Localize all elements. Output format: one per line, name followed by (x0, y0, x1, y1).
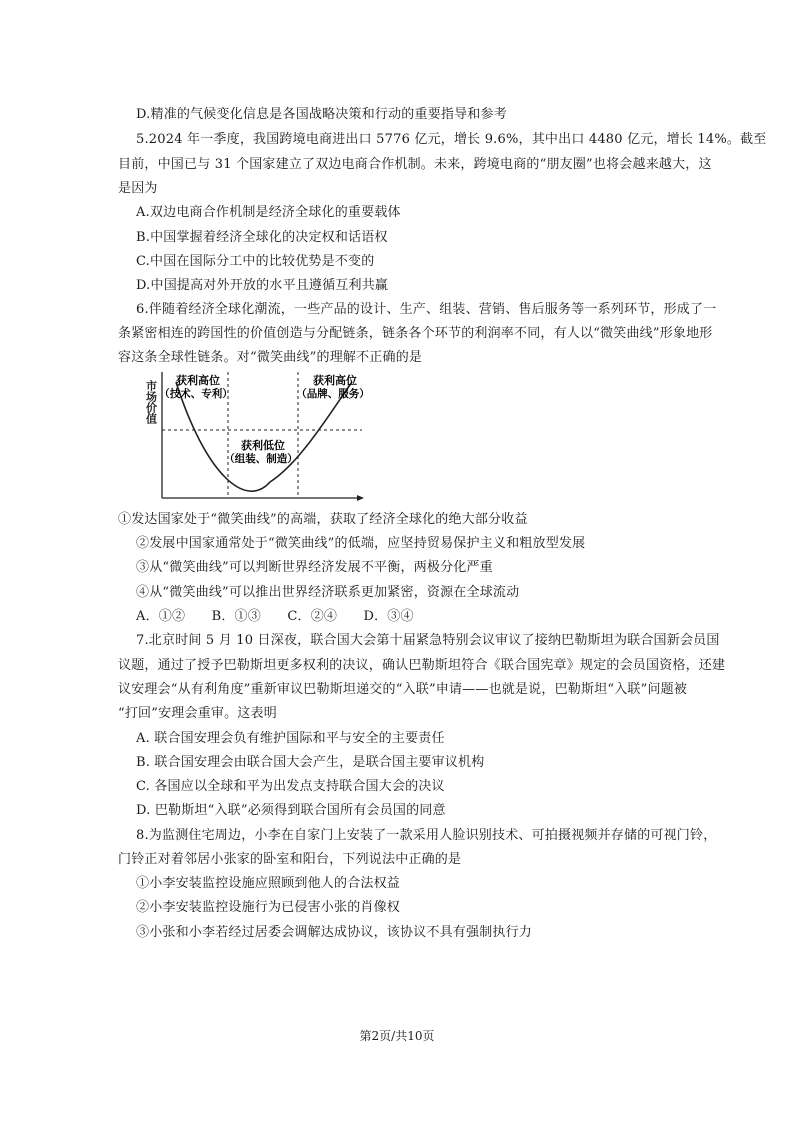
page-footer: 第2页/共10页 (359, 1029, 435, 1043)
q8-stem: 门铃正对着邻居小张家的卧室和阳台，下列说法中正确的是 (118, 852, 462, 867)
right-label-line1: 获利高位 (313, 374, 357, 387)
q5-stem: 5.2024 年一季度，我国跨境电商进出口 5776 亿元，增长 9.6%，其中出口 4480 亿元，增长 14%。截至 (136, 132, 767, 147)
q6-stem: 容这条全球性链条。对“微笑曲线”的理解不正确的是 (118, 350, 423, 365)
q5-stem: 是因为 (118, 181, 158, 196)
q8-stem: 8.为监测住宅周边，小李在自家门上安装了一款采用人脸识别技术、可拍摄视频并存储的可视门铃， (136, 828, 717, 843)
q6-statement-3: ③从“微笑曲线”可以判断世界经济发展不平衡，两极分化严重 (136, 560, 493, 575)
q8-statement-2: ②小李安装监控设施行为已侵害小张的肖像权 (136, 900, 401, 915)
q7-stem: 议题，通过了授予巴勒斯坦更多权利的决议，确认巴勒斯坦符合《联合国宪章》规定的会员国资格，还建 (118, 658, 726, 673)
q5-option-c: C.中国在国际分工中的比较优势是不变的 (136, 254, 375, 269)
q7-option-a: A. 联合国安理会负有维护国际和平与安全的主要责任 (136, 731, 445, 746)
x-axis-arrow (357, 495, 364, 501)
q6-stem: 条紧密相连的跨国性的价值创造与分配链条，链条各个环节的利润率不同，有人以“微笑曲线”形象地形 (118, 326, 713, 341)
q7-stem: 议安理会“从有利角度”重新审议巴勒斯坦递交的“入联”申请——也就是说，巴勒斯坦“入联”问题被 (118, 682, 688, 697)
q5-stem: 目前，中国已与 31 个国家建立了双边电商合作机制。未来，跨境电商的“朋友圈”也将会越来越大，这 (118, 157, 712, 172)
q6-stem: 6.伴随着经济全球化潮流，一些产品的设计、生产、组装、营销、售后服务等一系列环节，形成了一 (136, 302, 717, 317)
smile-curve-diagram (144, 368, 370, 504)
q5-option-b: B.中国掌握着经济全球化的决定权和话语权 (136, 230, 388, 245)
q6-options: A．①② B．①③ C．②④ D．③④ (136, 609, 414, 624)
q8-statement-1: ①小李安装监控设施应照顾到他人的合法权益 (136, 876, 401, 891)
middle-label-line2: （组装、制造） (224, 453, 298, 465)
left-label-line1: 获利高位 (176, 374, 220, 387)
q8-statement-3: ③小张和小李若经过居委会调解达成协议，该协议不具有强制执行力 (136, 925, 533, 940)
q7-stem: “打回”安理会重审。这表明 (118, 706, 277, 721)
q7-option-b: B. 联合国安理会由联合国大会产生，是联合国主要审议机构 (136, 755, 485, 770)
q5-option-d: D.中国提高对外开放的水平且遵循互利共赢 (136, 278, 389, 293)
q4-option-d: D.精准的气候变化信息是各国战略决策和行动的重要指导和参考 (136, 107, 507, 122)
q7-option-c: C. 各国应以全球和平为出发点支持联合国大会的决议 (136, 779, 445, 794)
middle-label-line1: 获利低位 (241, 439, 285, 452)
y-axis-label: 市场价值 (144, 380, 158, 424)
q5-option-a: A.双边电商合作机制是经济全球化的重要载体 (136, 205, 401, 220)
q7-stem: 7.北京时间 5 月 10 日深夜，联合国大会第十届紧急特别会议审议了接纳巴勒斯坦为联合国新会员国 (136, 633, 720, 648)
q6-statement-2: ②发展中国家通常处于“微笑曲线”的低端，应坚持贸易保护主义和粗放型发展 (136, 536, 586, 551)
q7-option-d: D. 巴勒斯坦“入联”必须得到联合国所有会员国的同意 (136, 803, 446, 818)
q6-statement-4: ④从“微笑曲线”可以推出世界经济联系更加紧密，资源在全球流动 (136, 585, 520, 600)
left-label-line2: （技术、专利） (159, 388, 233, 400)
right-label-line2: （品牌、服务） (296, 388, 370, 400)
q6-statement-1: ①发达国家处于“微笑曲线”的高端，获取了经济全球化的绝大部分收益 (118, 512, 528, 527)
